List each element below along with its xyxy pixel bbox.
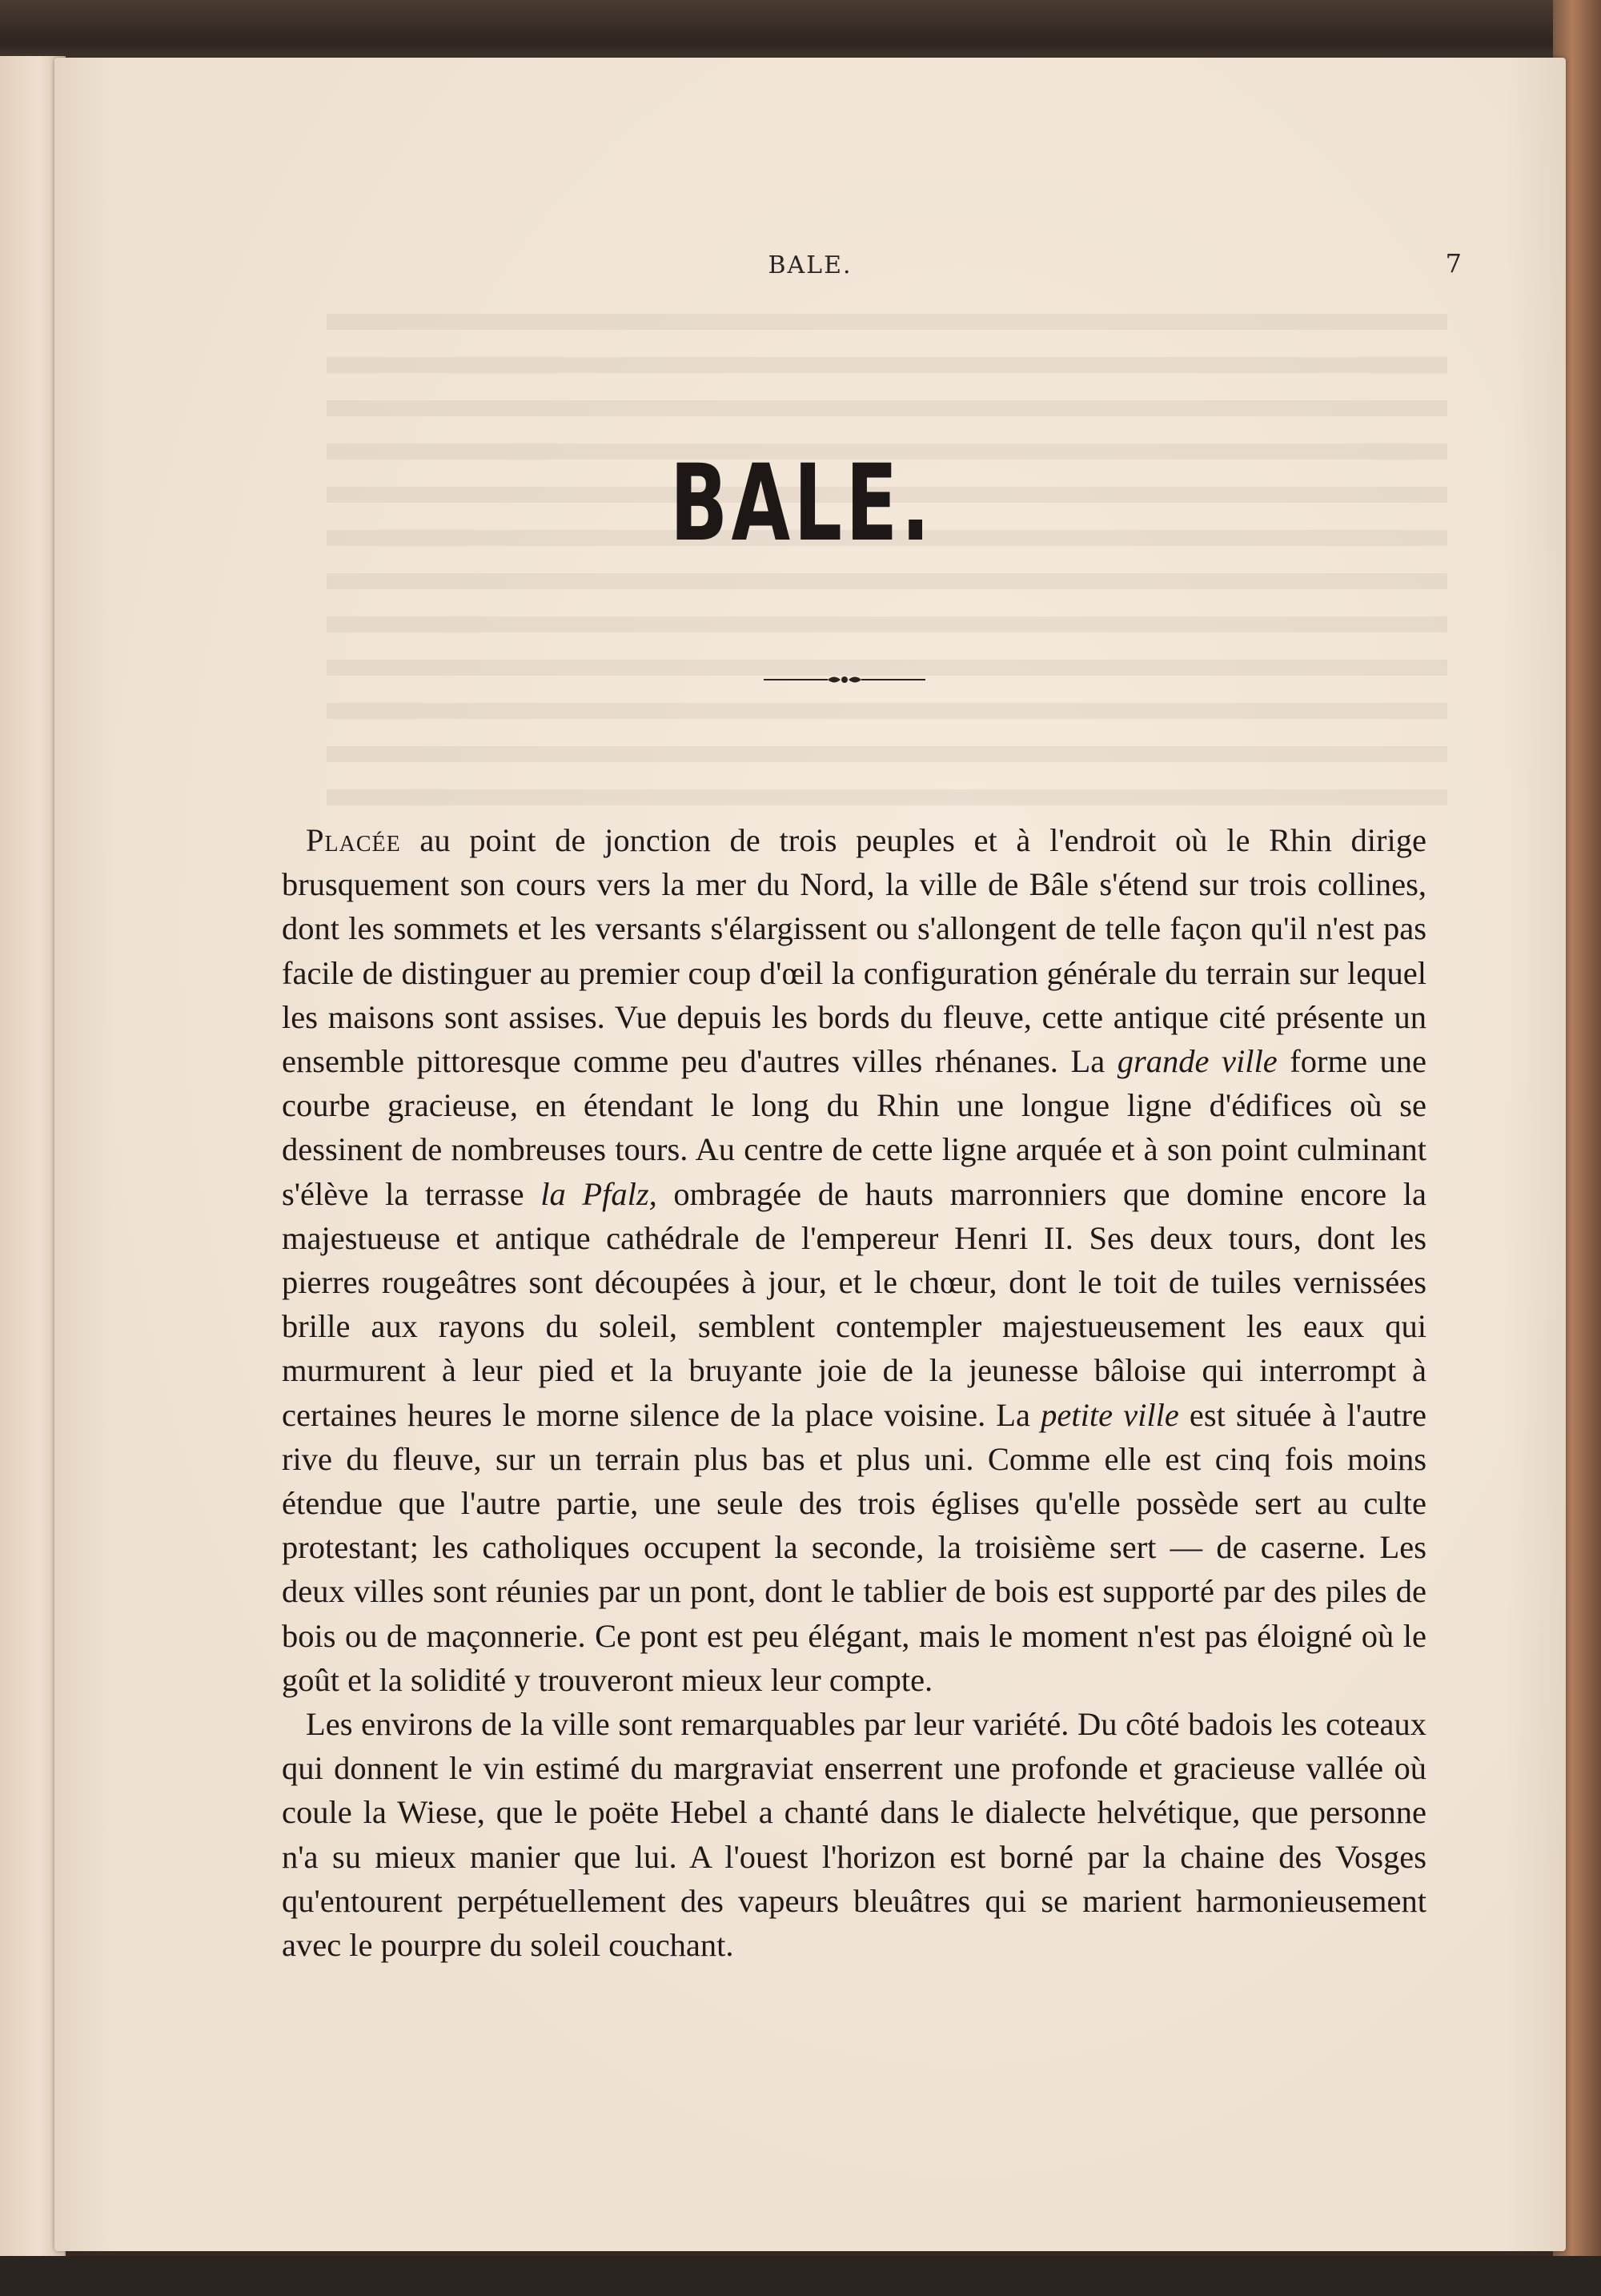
text-run: forme une courbe gracieuse, en étendant le long du Rhin une longue ligne d'édifices où se dessinent de nombreuses tours. Au centre de cette ligne arquée et à son point culminant s'élève la terrasse [282,1043,1426,1212]
italic-term-petite-ville: petite ville [1041,1396,1179,1433]
book-edge-bottom [0,2256,1601,2296]
text-run: au point de jonction de trois peuples et à l'endroit où le Rhin dirige brusquement son cours vers la mer du Nord, la ville de Bâle s'étend sur trois collines, dont les sommets et les versants s'élargissent ou s'allongent de telle façon qu'il n'est pas facile de distinguer au premier coup d'œil la configuration générale du terrain sur lequel les maisons sont assises. Vue depuis les bords du fleuve, cette antique cité présente un ensemble pittoresque comme peu d'autres villes rhénanes. La [282,822,1426,1080]
paragraph: Les environs de la ville sont remarquables par leur variété. Du côté badois les coteaux qui donnent le vin estimé du margraviat enserrent une profonde et gracieuse vallée où coule la Wiese, que le poëte Hebel a chanté dans le dialecte helvétique, que personne n'a su mieux manier que lui. A l'ouest l'horizon est borné par la chaine des Vosges qu'entourent perpétuellement des vapeurs bleuâtres qui se marient harmonieusement avec le pourpre du soleil couchant. [282,1706,1426,1964]
body-text [282,818,1426,1967]
text-run: est située à l'autre rive du fleuve, sur un terrain plus bas et plus uni. Comme elle est cinq fois moins étendue que l'autre partie, une seule des trois églises qu'elle possède sert au culte protestant; les catholiques occupent la seconde, la troisième sert — de caserne. Les deux villes sont réunies par un pont, dont le tablier de bois est supporté par des piles de bois ou de maçonnerie. Ce pont est peu élégant, mais le moment n'est pas éloigné où le goût et la solidité y trouveront mieux leur compte. [282,1396,1426,1698]
page-number: 7 [1445,248,1463,279]
running-title: BALE. [768,251,853,279]
italic-term-la-pfalz: la Pfalz, [540,1175,657,1212]
text-run: ombragée de hauts marronniers que domine encore la majestueuse et antique cathédrale de l'empereur Henri II. Ses deux tours, dont les pierres rougeâtres sont découpées à jour, et le chœur, dont le toit de tuiles vernissées brille aux rayons du soleil, semblent contempler majestueusement les eaux qui murmurent à leur pied et la bruyante joie de la jeunesse bâloise qui interrompt à certaines heures le morne silence de la place voisine. La [282,1175,1426,1433]
paragraph-lead-word: Placée [306,822,401,858]
dash-ornament-icon [760,668,929,692]
paragraph [282,818,1426,1702]
italic-term-grande-ville: grande ville [1117,1043,1278,1080]
book-page [54,58,1566,2251]
chapter-title: BALE. [669,442,934,565]
running-head [54,243,1566,283]
